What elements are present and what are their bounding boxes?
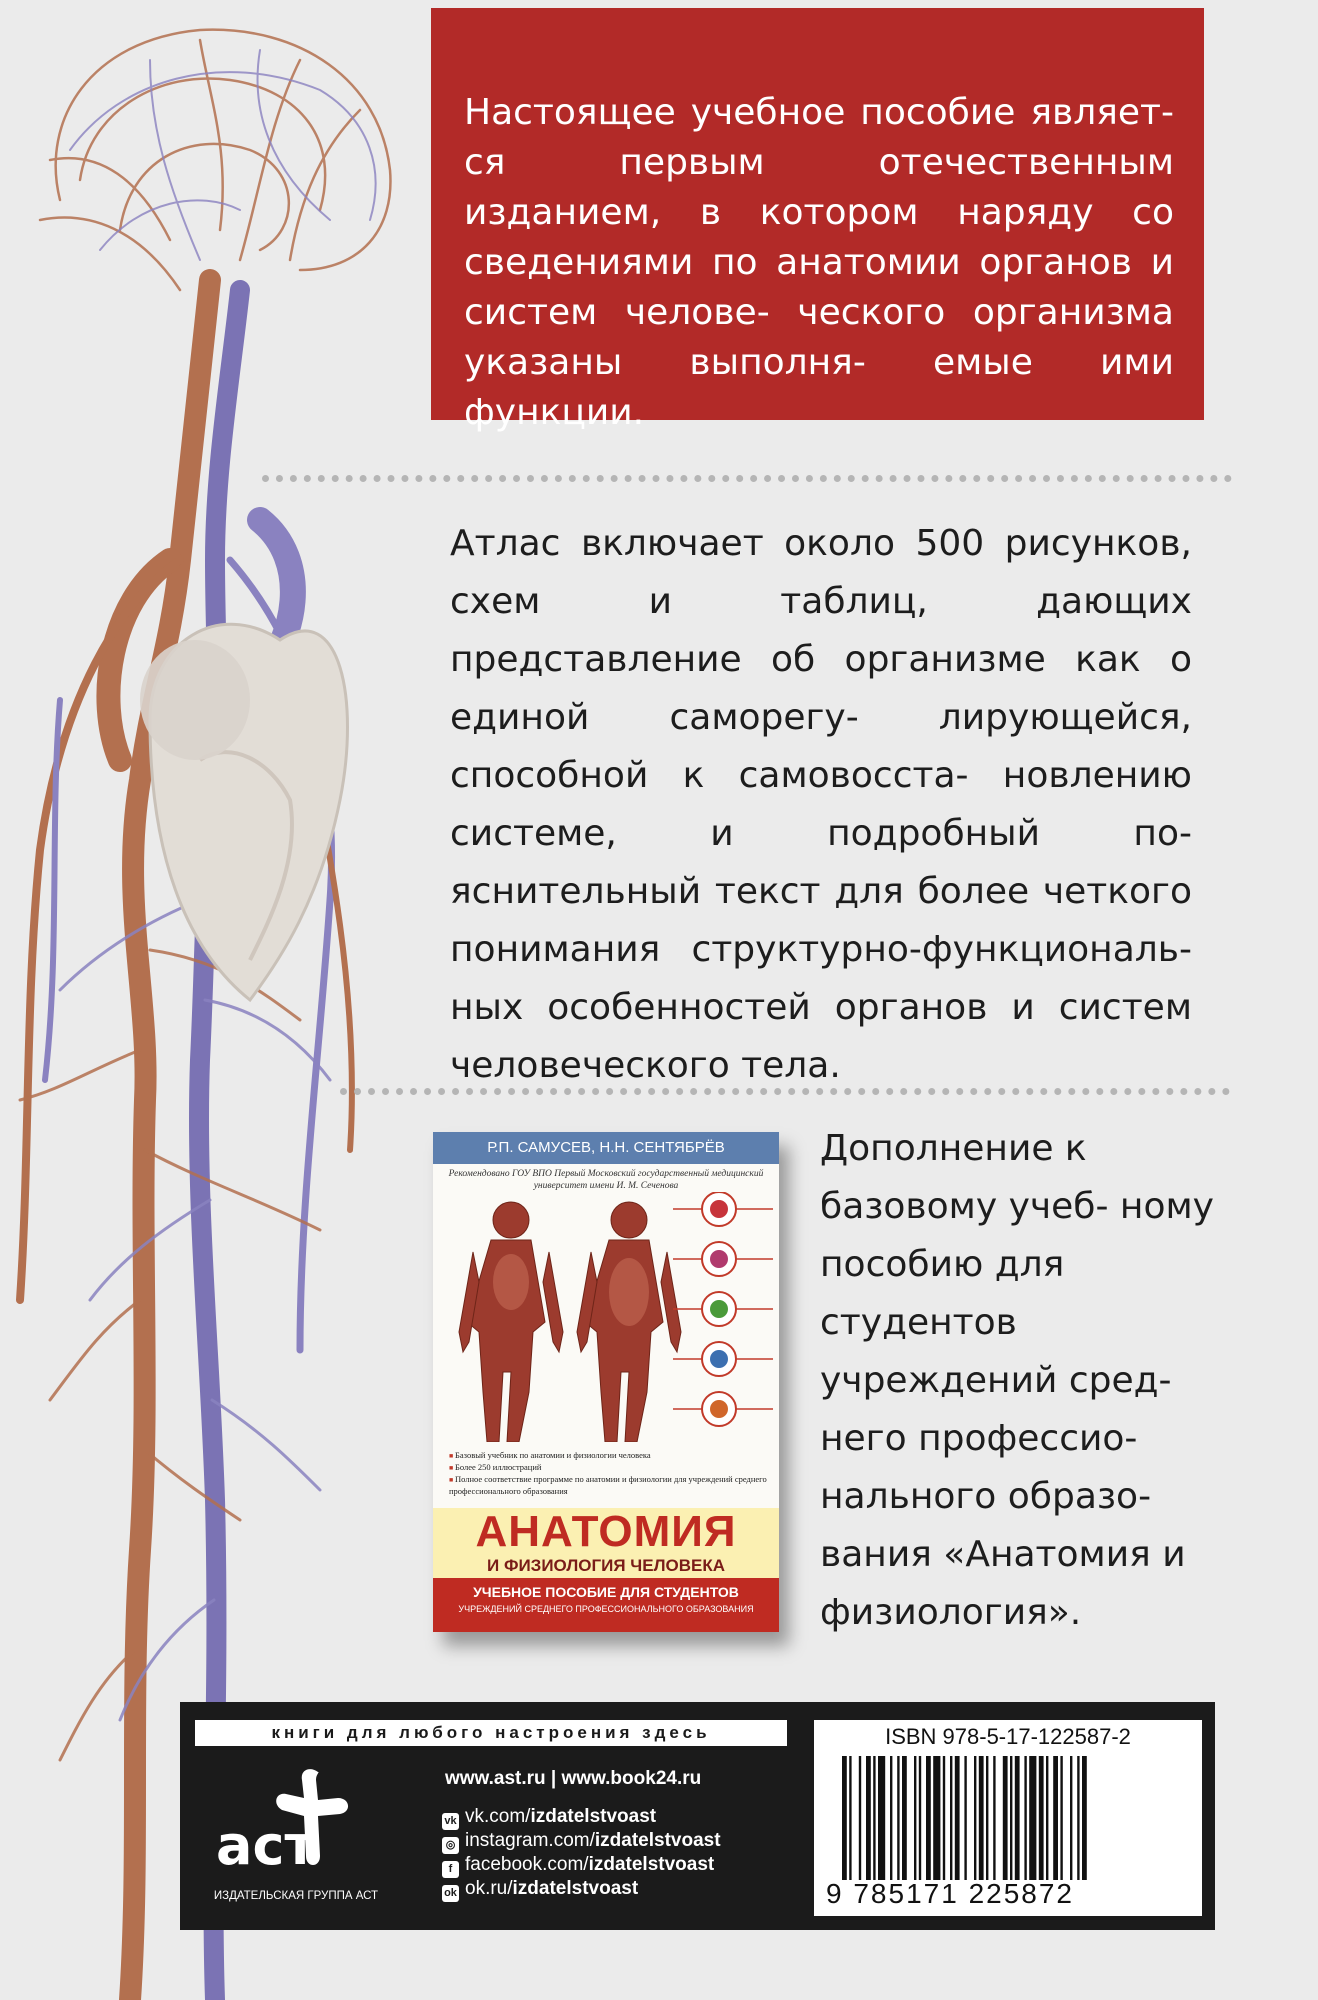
barcode [840,1756,1190,1880]
isbn: ISBN 978-5-17-122587-2 [885,1724,1131,1749]
social-link-vk[interactable] [442,1806,656,1830]
barcode-digits: 9 785171 225872 [826,1878,1074,1909]
social-link-odnoklassniki[interactable] [442,1878,638,1902]
cover-bullets [449,1450,769,1497]
circulatory-system-illustration [0,0,440,2000]
social-link-facebook[interactable] [442,1854,714,1878]
intro-text: Настоящее учебное пособие являет- ся первым отечественным изданием, в котором наряду со сведениями по анатомии органов и систем челове- ческого организма указаны выполня- емые ими функции. [464,92,1174,433]
cover-subtitle: И ФИЗИОЛОГИЯ ЧЕЛОВЕКА [487,1556,725,1575]
publisher-footer [180,1702,1215,1930]
isbn-barcode-box [814,1720,1202,1916]
dotted-divider [262,475,1232,482]
dotted-divider [340,1088,1230,1095]
cover-recommendation: Рекомендовано ГОУ ВПО Первый Московский государственный медицинский университет имени И. М. Сеченова [448,1169,764,1191]
cover-band-line2: УЧРЕЖДЕНИЙ СРЕДНЕГО ПРОФЕССИОНАЛЬНОГО ОБРАЗОВАНИЯ [458,1604,754,1614]
social-handle: izdatelstvoast [530,1806,657,1827]
logo-text: аст [216,1814,316,1877]
social-handle: izdatelstvoast [588,1854,715,1875]
facebook-icon: f [442,1861,459,1878]
muscle-figures-illustration [433,1192,779,1442]
websites[interactable]: www.ast.ru | www.book24.ru [445,1768,702,1789]
cover-bullet: ■ Полное соответствие программе по анатомии и физиологии для учреждений среднего профессионального образования [449,1474,769,1497]
cover-authors: Р.П. САМУСЕВ, Н.Н. СЕНТЯБРЁВ [433,1132,779,1164]
ast-logo [210,1764,370,1884]
atlas-text: Атлас включает около 500 рисунков, схем и таблиц, дающих представление об организме как о единой саморегу- лирующейся, способной к самовосста- новлению системе, и подробный по- яснительный текст для более четкого понимания структурно-функциональ- ных особенностей органов и систем человеческого тела. [450,523,1192,1086]
social-prefix: ok.ru/ [465,1878,513,1899]
social-handle: izdatelstvoast [594,1830,721,1851]
cover-bullet: ■ Более 250 иллюстраций [449,1462,769,1474]
atlas-description [450,515,1192,1095]
odnoklassniki-icon: ok [442,1885,459,1902]
social-link-instagram[interactable] [442,1830,721,1854]
intro-red-box [431,8,1204,433]
publisher-name: ИЗДАТЕЛЬСКАЯ ГРУППА АСТ [213,1890,379,1902]
companion-book-cover [433,1132,779,1632]
supplement-text: Дополнение к базовому учеб- ному пособию для студентов учреждений сред- него профессио- нального образо- вания «Анатомия и физиология». [820,1128,1214,1633]
instagram-icon: ◎ [442,1837,459,1854]
social-handle: izdatelstvoast [512,1878,639,1899]
cover-bullet: ■ Базовый учебник по анатомии и физиологии человека [449,1450,769,1462]
social-prefix: facebook.com/ [465,1854,589,1875]
supplement-description [820,1120,1220,1642]
social-prefix: instagram.com/ [465,1830,595,1851]
cover-band-line1: УЧЕБНОЕ ПОСОБИЕ ДЛЯ СТУДЕНТОВ [473,1584,739,1600]
cover-title: АНАТОМИЯ [475,1507,737,1556]
vk-icon: vk [442,1813,459,1830]
social-prefix: vk.com/ [465,1806,531,1827]
slogan: книги для любого настроения здесь [195,1720,787,1746]
heart-illustration [140,624,348,1000]
